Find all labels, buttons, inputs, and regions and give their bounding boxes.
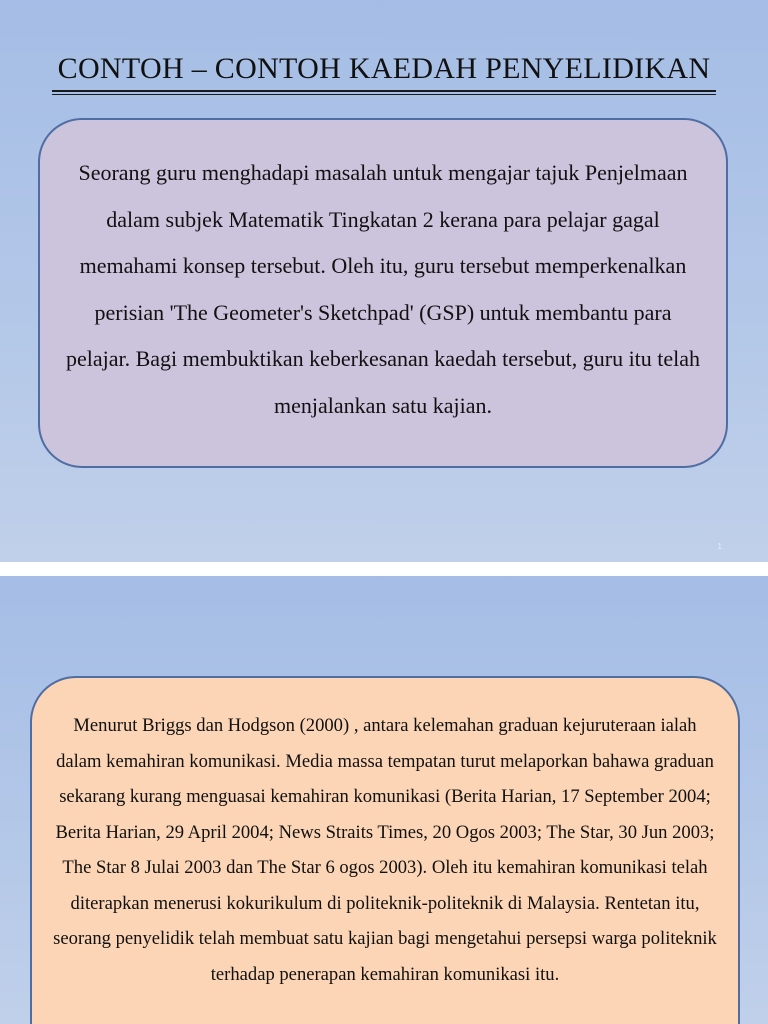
page-number: 1: [717, 542, 722, 551]
example-text-box: [38, 118, 728, 468]
slide-2: [0, 576, 768, 1024]
research-text-box: [30, 676, 740, 1024]
slide-separator: [0, 562, 768, 576]
title-underline: [52, 90, 716, 95]
example-paragraph: Seorang guru menghadapi masalah untuk mengajar tajuk Penjelmaan dalam subjek Matematik Tingkatan 2 kerana para pelajar gagal memahami konsep tersebut. Oleh itu, guru tersebut memperkenalkan perisian 'The Geometer's Sketchpad' (GSP) untuk membantu para pelajar. Bagi membuktikan keberkesanan kaedah tersebut, guru itu telah menjalankan satu kajian.: [65, 160, 701, 418]
slide-title: CONTOH – CONTOH KAEDAH PENYELIDIKAN: [57, 52, 711, 85]
research-paragraph: Menurut Briggs dan Hodgson (2000) , antara kelemahan graduan kejuruteraan ialah dalam kemahiran komunikasi. Media massa tempatan turut melaporkan bahawa graduan sekarang kurang menguasai kemahiran komunikasi (Berita Harian, 17 September 2004; Berita Harian, 29 April 2004; News Straits Times, 20 Ogos 2003; The Star, 30 Jun 2003; The Star 8 Julai 2003 dan The Star 6 ogos 2003). Oleh itu kemahiran komunikasi telah diterapkan menerusi kokurikulum di politeknik-politeknik di Malaysia. Rentetan itu, seorang penyelidik telah membuat satu kajian bagi mengetahui persepsi warga politeknik terhadap penerapan kemahiran komunikasi itu.: [53, 715, 717, 985]
